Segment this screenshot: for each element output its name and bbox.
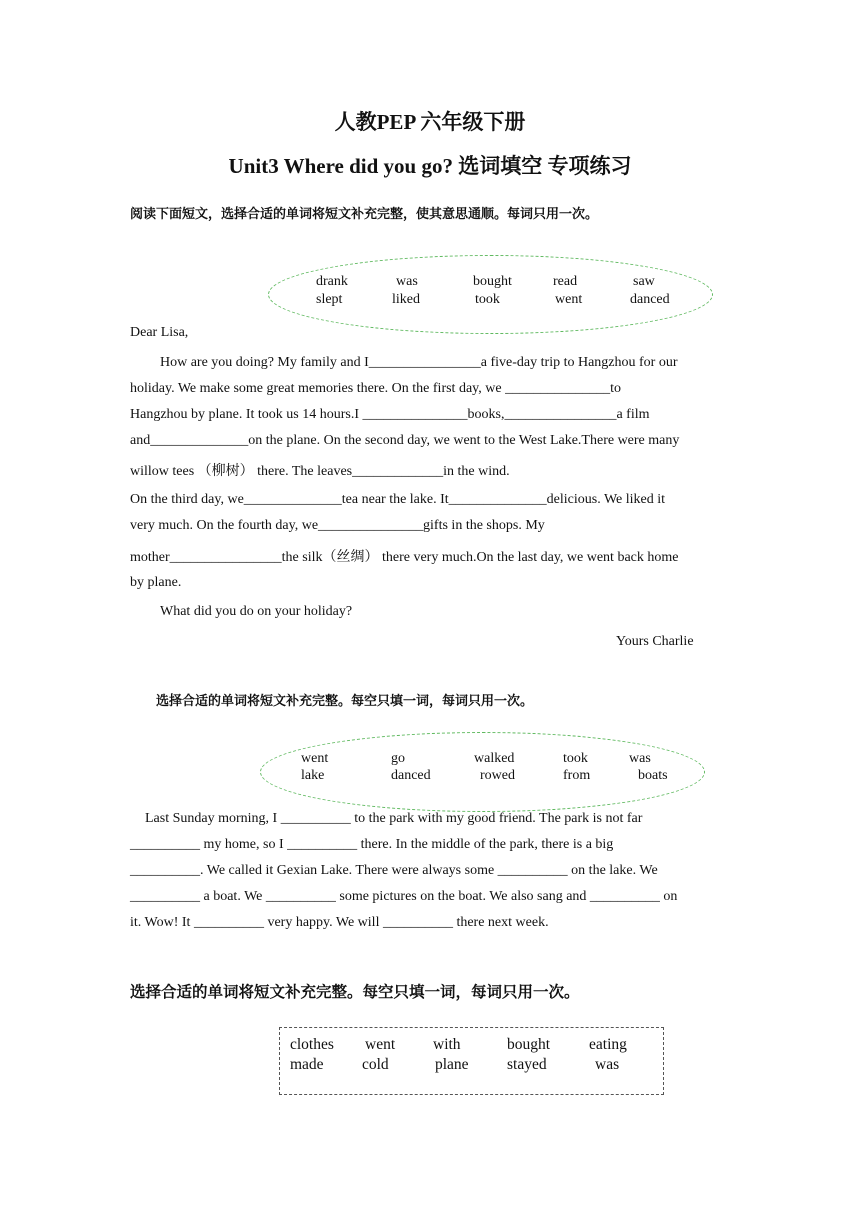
word-bank-item: bought — [473, 274, 512, 289]
passage1-line: and______________on the plane. On the second day, we went to the West Lake.There were many — [130, 433, 680, 448]
passage2-line: __________ my home, so I __________ there. In the middle of the park, there is a big — [130, 837, 614, 852]
letter-signature: Yours Charlie — [616, 634, 694, 649]
word-bank-item: eating — [589, 1036, 627, 1053]
word-bank-item: boats — [638, 768, 668, 783]
word-bank-item: was — [595, 1056, 620, 1073]
word-bank-item: made — [290, 1056, 324, 1073]
passage2-line: __________. We called it Gexian Lake. There were always some __________ on the lake. We — [130, 863, 658, 878]
word-bank-item: took — [475, 292, 500, 307]
word-bank-item: was — [396, 274, 418, 289]
word-bank-item: went — [365, 1036, 396, 1053]
word-bank-item: from — [563, 768, 591, 783]
word-bank-item: read — [553, 274, 578, 289]
word-bank-item: danced — [391, 768, 431, 783]
word-bank-item: slept — [316, 292, 343, 307]
word-bank-item: stayed — [507, 1056, 547, 1073]
passage1-line: How are you doing? My family and I________________a five-day trip to Hangzhou for our — [160, 355, 678, 370]
section2-instruction: 选择合适的单词将短文补充完整。每空只填一词，每词只用一次。 — [156, 694, 534, 709]
word-bank-item: went — [555, 292, 583, 307]
word-bank-item: walked — [474, 751, 515, 766]
word-bank-item: clothes — [290, 1036, 334, 1053]
word-bank-item: go — [391, 751, 405, 766]
section3-instruction: 选择合适的单词将短文补充完整。每空只填一词，每词只用一次。 — [130, 983, 580, 1001]
passage1-line: willow tees （柳树） there. The leaves_____________in the wind. — [130, 464, 510, 479]
word-bank-item: cold — [362, 1056, 389, 1073]
document-subtitle: Unit3 Where did you go? 选词填空 专项练习 — [228, 154, 632, 178]
passage1-line: mother________________the silk（丝绸） there very much.On the last day, we went back home — [130, 550, 679, 565]
passage1-line: Hangzhou by plane. It took us 14 hours.I _______________books,________________a film — [130, 407, 650, 422]
passage2-line: __________ a boat. We __________ some pictures on the boat. We also sang and __________ on — [130, 889, 678, 904]
word-bank-item: was — [629, 751, 651, 766]
passage1-line: by plane. — [130, 575, 182, 590]
letter-greeting: Dear Lisa, — [130, 325, 189, 340]
word-bank-item: lake — [301, 768, 325, 783]
word-bank-item: rowed — [480, 768, 515, 783]
word-bank-item: plane — [435, 1056, 469, 1073]
passage2-line: Last Sunday morning, I __________ to the park with my good friend. The park is not far — [145, 811, 643, 826]
passage2-line: it. Wow! It __________ very happy. We will __________ there next week. — [130, 915, 549, 930]
passage1-line: very much. On the fourth day, we_______________gifts in the shops. My — [130, 518, 545, 533]
word-bank-item: saw — [633, 274, 655, 289]
word-bank-item: with — [433, 1036, 461, 1053]
passage1-line: What did you do on your holiday? — [160, 604, 353, 619]
section1-instruction: 阅读下面短文，选择合适的单词将短文补充完整，使其意思通顺。每词只用一次。 — [130, 207, 599, 222]
document-title: 人教PEP 六年级下册 — [334, 110, 526, 134]
word-bank-item: bought — [507, 1036, 551, 1053]
passage1-line: holiday. We make some great memories there. On the first day, we _______________to — [130, 381, 621, 396]
word-bank-item: drank — [316, 274, 348, 289]
passage1-line: On the third day, we______________tea near the lake. It______________delicious. We liked it — [130, 492, 666, 507]
word-bank-item: liked — [392, 292, 420, 307]
word-bank-item: danced — [630, 292, 670, 307]
word-bank-item: took — [563, 751, 588, 766]
word-bank-item: went — [301, 751, 329, 766]
